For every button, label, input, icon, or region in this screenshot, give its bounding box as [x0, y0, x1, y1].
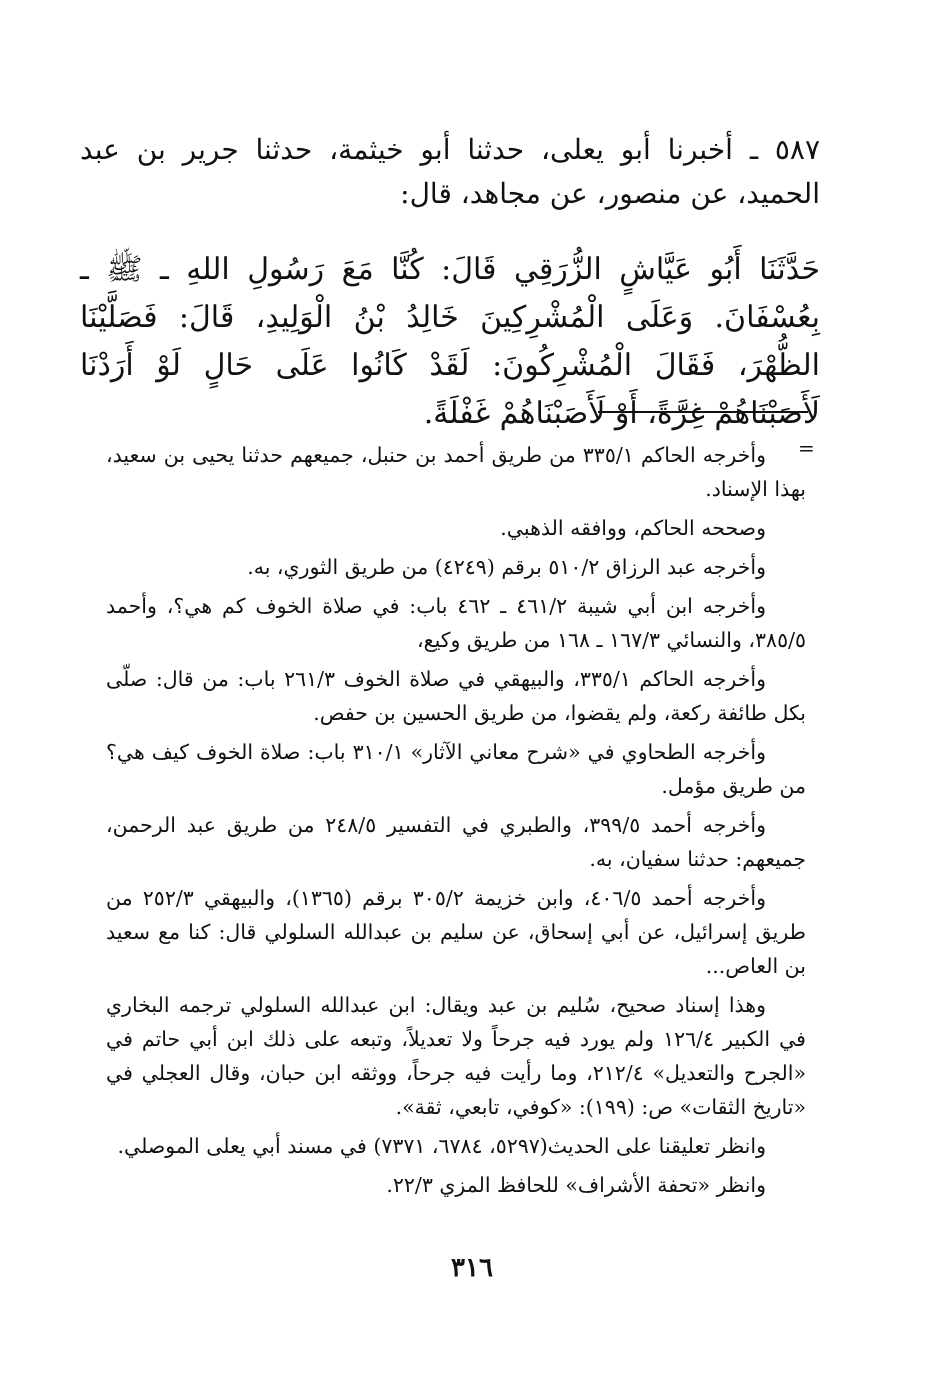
hadith-number: ٥٨٧ ـ	[749, 133, 820, 166]
footnote-paragraph: وهذا إسناد صحيح، سُليم بن عبد ويقال: ابن عبدالله السلولي ترجمه البخاري في الكبير ١٢٦/٤ ولم يورد فيه جرحاً ولا تعديلاً، وتبعه على ذلك ابن أبي حاتم في «الجرح والتعديل» ٢١٢/٤، وما رأيت فيه جرحاً، ووثقه ابن حبان، وقال العجلي في «تاريخ الثقات» ص: (١٩٩): «كوفي، تابعي، ثقة».	[106, 993, 806, 1119]
hadith-isnad	[80, 128, 820, 216]
page-number: ٣١٦	[451, 1253, 493, 1283]
footnote-paragraph: وانظر «تحفة الأشراف» للحافظ المزي ٢٢/٣.	[386, 1173, 766, 1197]
footnote-paragraph: وأخرجه الحاكم ٣٣٥/١ من طريق أحمد بن حنبل، جميعهم حدثنا يحيى بن سعيد، بهذا الإسناد.	[106, 443, 806, 501]
hadith-matn-text: حَدَّثَنَا أَبُو عَيَّاشٍ الزُّرَقِي قَالَ: كُنَّا مَعَ رَسُولِ اللهِ ـ ﷺ ـ بِعُسْفَانَ. وَعَلَى الْمُشْرِكِينَ خَالِدُ بْنُ الْوَلِيدِ، قَالَ: فَصَلَّيْنَا الظُّهْرَ، فَقَالَ الْمُشْرِكُونَ: لَقَدْ كَانُوا عَلَى حَالٍ لَوْ أَرَدْنَا لَأَصَبْنَاهُمْ غِرَّةً، أَوْ لَأَصَبْنَاهُمْ غَفْلَةً.	[80, 252, 820, 431]
footnotes	[106, 438, 806, 1207]
hadith-matn	[80, 246, 820, 438]
footnote-continuation-mark: =	[798, 436, 815, 460]
footnote-paragraph: وأخرجه ابن أبي شيبة ٤٦١/٢ ـ ٤٦٢ باب: في صلاة الخوف كم هي؟، وأحمد ٣٨٥/٥، والنسائي ١٦٧/٣ ـ ١٦٨ من طريق وكيع،	[106, 594, 806, 652]
footnote-paragraph: وانظر تعليقنا على الحديث(٥٢٩٧، ٦٧٨٤، ٧٣٧١) في مسند أبي يعلى الموصلي.	[117, 1134, 766, 1158]
footnote-paragraph: وصححه الحاكم، ووافقه الذهبي.	[500, 516, 766, 540]
footnote-paragraph: وأخرجه أحمد ٤٠٦/٥، وابن خزيمة ٣٠٥/٢ برقم (١٣٦٥)، والبيهقي ٢٥٢/٣ من طريق إسرائيل، عن أبي إسحاق، عن سليم بن عبدالله السلولي قال: كنا مع سعيد بن العاص...	[106, 886, 806, 978]
footnote-paragraph: وأخرجه الحاكم ٣٣٥/١، والبيهقي في صلاة الخوف ٢٦١/٣ باب: من قال: صلّى بكل طائفة ركعة، ولم يقضوا، من طريق الحسين بن حفص.	[106, 667, 806, 725]
hadith-chain: أخبرنا أبو يعلى، حدثنا أبو خيثمة، حدثنا جرير بن عبد الحميد، عن منصور، عن مجاهد، قال:	[80, 133, 820, 210]
footnote-separator	[598, 411, 808, 413]
hadith-isnad-text	[80, 128, 820, 216]
footnote-paragraph: وأخرجه أحمد ٣٩٩/٥، والطبري في التفسير ٢٤٨/٥ من طريق عبد الرحمن، جميعهم: حدثنا سفيان، به.	[106, 813, 806, 871]
footnote-paragraph: وأخرجه الطحاوي في «شرح معاني الآثار» ٣١٠/١ باب: صلاة الخوف كيف هي؟ من طريق مؤمل.	[106, 740, 806, 798]
footnote-paragraph: وأخرجه عبد الرزاق ٥١٠/٢ برقم (٤٢٤٩) من طريق الثوري، به.	[247, 555, 766, 579]
